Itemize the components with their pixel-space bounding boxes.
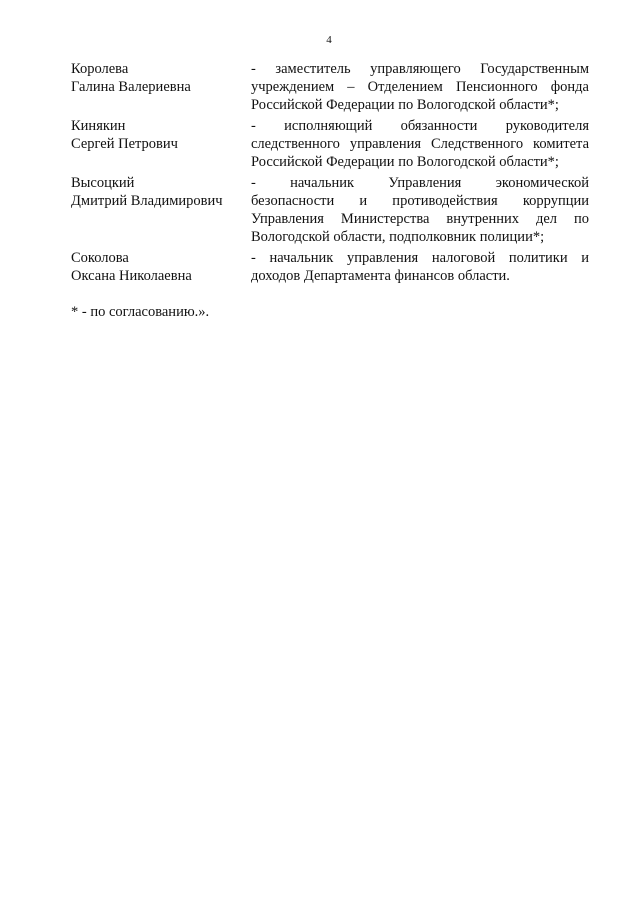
member-role <box>251 60 589 114</box>
member-name <box>71 249 251 285</box>
member-list <box>71 60 589 288</box>
page-number: 4 <box>326 34 332 46</box>
member-name <box>71 60 251 114</box>
role-line: Российской Федерации по Вологодской области*; <box>251 154 559 170</box>
member-surname: Кинякин <box>71 118 126 134</box>
member-name <box>71 117 251 171</box>
member-given-names: Галина Валериевна <box>71 79 191 95</box>
member-role <box>251 117 589 171</box>
member-given-names: Оксана Николаевна <box>71 268 192 284</box>
role-line: безопасности и противодействия коррупции <box>251 193 589 209</box>
list-item <box>71 117 589 171</box>
role-line: - исполняющий обязанности руководителя <box>251 118 589 134</box>
role-line: Российской Федерации по Вологодской области*; <box>251 97 559 113</box>
member-given-names: Дмитрий Владимирович <box>71 193 223 209</box>
role-line: учреждением – Отделением Пенсионного фонда <box>251 79 589 95</box>
member-surname: Королева <box>71 61 129 77</box>
list-item <box>71 249 589 285</box>
member-name <box>71 174 251 246</box>
member-role <box>251 174 589 246</box>
member-role <box>251 249 589 285</box>
role-line: - заместитель управляющего Государственным <box>251 61 589 77</box>
role-line: - начальник управления налоговой политики и <box>251 250 589 266</box>
role-line: - начальник Управления экономической <box>251 175 589 191</box>
list-item <box>71 60 589 114</box>
role-line: Управления Министерства внутренних дел по <box>251 211 589 227</box>
role-line: доходов Департамента финансов области. <box>251 268 510 284</box>
role-line: Вологодской области, подполковник полиции*; <box>251 229 545 245</box>
footnote: * - по согласованию.». <box>71 304 210 320</box>
list-item <box>71 174 589 246</box>
member-given-names: Сергей Петрович <box>71 136 178 152</box>
role-line: следственного управления Следственного комитета <box>251 136 589 152</box>
member-surname: Соколова <box>71 250 129 266</box>
member-surname: Высоцкий <box>71 175 135 191</box>
